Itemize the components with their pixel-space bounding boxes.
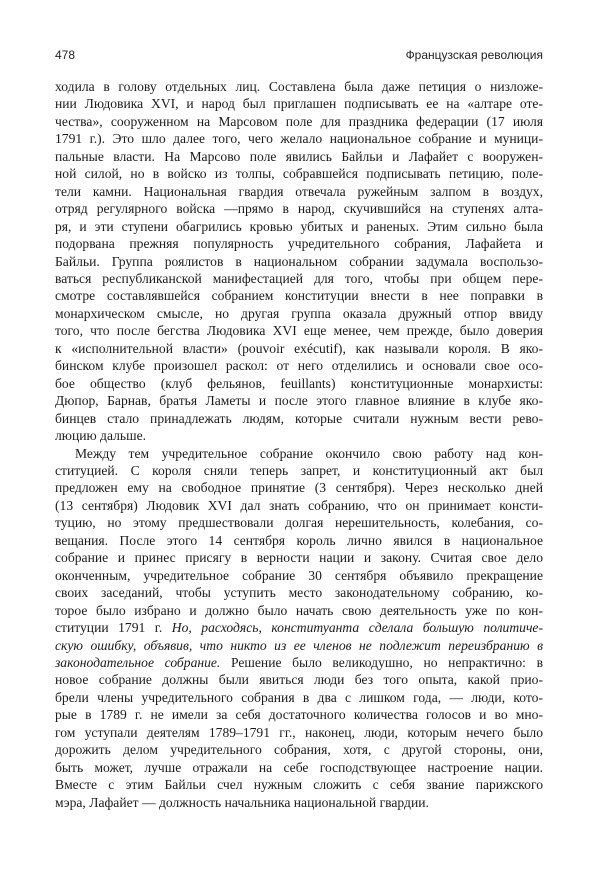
text-line: торое было избрано и должно было начать свою деятельность уже по кон-: [55, 602, 543, 618]
text-line: 1791 г.). Это шло далее того, чего желало национальное собрание и муници-: [55, 131, 543, 147]
text-line: пальные власти. На Марсово поле явились Байльи и Лафайет с вооружен-: [55, 148, 543, 164]
page-body: [55, 78, 543, 811]
paragraph-1: [55, 78, 543, 445]
text-line: отряд регулярного войска —прямо в народ, скучившийся на ступенях алта-: [55, 201, 543, 217]
page-header: [55, 48, 543, 62]
italic-fragment: законодательное собрание.: [55, 654, 221, 670]
text-line: ваться республиканской манифестацией для того, чтобы при общем пере-: [55, 270, 543, 286]
text-line: бинцев стало принадлежать людям, которые считали нужным вести рево-: [55, 410, 543, 426]
text-line: новое собрание должны были явиться люди без того опыта, какой прио-: [55, 672, 543, 688]
text-line: быть может, лучше отражали на себе господствующее настроение нации.: [55, 759, 543, 775]
running-title: Французская революция: [405, 48, 543, 62]
paragraph-2: [55, 445, 543, 812]
text-line: смотре составлявшейся собранием конституции внести в нее поправки в: [55, 288, 543, 304]
text-line: (13 сентября) Людовик XVI дал знать собранию, что он принимает консти-: [55, 497, 543, 513]
text-line: Дюпор, Барнав, братья Ламеты и после этого главное влияние в клубе яко-: [55, 393, 543, 409]
page-number: 478: [55, 48, 76, 62]
text-line: туцию, но этому предшествовали долгая нерешительность, колебания, со-: [55, 515, 543, 531]
text-line: к «исполнительной власти» (pouvoir exécutif), как называли короля. В яко-: [55, 340, 543, 356]
text-line: Вместе с этим Байльи счел нужным сложить с себя звание парижского: [55, 777, 543, 793]
text-line: своих заседаний, чтобы уступить место законодательному собранию, ко-: [55, 585, 543, 601]
text-line: мэра, Лафайет — должность начальника национальной гвардии.: [55, 794, 429, 810]
text-line: вещания. После этого 14 сентября король лично явился в национальное: [55, 532, 543, 548]
text-fragment: ституции 1791 г.: [55, 620, 163, 636]
text-line: Между тем учредительное собрание окончило свою работу над кон-: [75, 445, 543, 461]
text-line: ря, и эти ступени обагрились кровью убитых и раненых. Этим сильно была: [55, 218, 543, 234]
text-line: люцию дальше.: [55, 428, 146, 444]
text-line: подорвана прежняя популярность учредительного собрания, Лафайета и: [55, 236, 543, 252]
text-line: бинском клубе произошел раскол: от него отделились и основали свое осо-: [55, 358, 543, 374]
text-line: бое общество (клуб фельянов, feuillants) конституционные монархисты:: [55, 375, 543, 391]
text-line: Байльи. Группа роялистов в национальном собрании задумала воспользо-: [55, 253, 543, 269]
text-line: того, что после бегства Людовика XVI еще менее, чем прежде, было доверия: [55, 323, 543, 339]
text-line: брели члены учредительного собрания в два с лишком года, — люди, кото-: [55, 689, 543, 705]
text-line: дорожить делом учредительного собрания, хотя, с другой стороны, они,: [55, 742, 543, 758]
text-line: нии Людовика XVI, и народ был приглашен подписывать ее на «алтаре оте-: [55, 96, 543, 112]
text-line: ной силой, но в войско из толпы, собравшейся подписывать петицию, поле-: [55, 166, 543, 182]
text-line: монархическом смысле, но другая группа оказала дружный отпор ввиду: [55, 305, 543, 321]
text-line: собрание и принес присягу в верности нации и закону. Считая свое дело: [55, 550, 543, 566]
text-fragment: Решение было великодушно, но непрактично: в: [231, 654, 543, 670]
text-line: чества», сооруженном на Марсовом поле для праздника федерации (17 июля: [55, 113, 543, 129]
text-line: ходила в голову отдельных лиц. Составлена была даже петиция о низложе-: [55, 79, 543, 94]
italic-fragment: Но, расходясь, конституанта сделала большую политиче-: [171, 620, 543, 636]
text-line: гом уступали деятелям 1789–1791 гг., наконец, люди, которым нечего было: [55, 724, 543, 740]
text-line: тели камни. Национальная гвардия отвечала ружейным залпом в воздух,: [55, 183, 543, 199]
text-line: оконченным, учредительное собрание 30 сентября объявило прекращение: [55, 567, 543, 583]
text-line-mixed: [55, 619, 543, 636]
text-line-mixed: [55, 654, 543, 671]
italic-line: скую ошибку, объявив, что никто из ее членов не подлежит переизбранию в: [55, 637, 543, 653]
text-line: предложен ему на свободное принятие (3 сентября). Через несколько дней: [55, 480, 543, 496]
text-line: ституцией. С короля сняли теперь запрет, и конституционный акт был: [55, 462, 543, 478]
text-line: рые в 1789 г. не имели за себя достаточного количества голосов и во мно-: [55, 707, 543, 723]
